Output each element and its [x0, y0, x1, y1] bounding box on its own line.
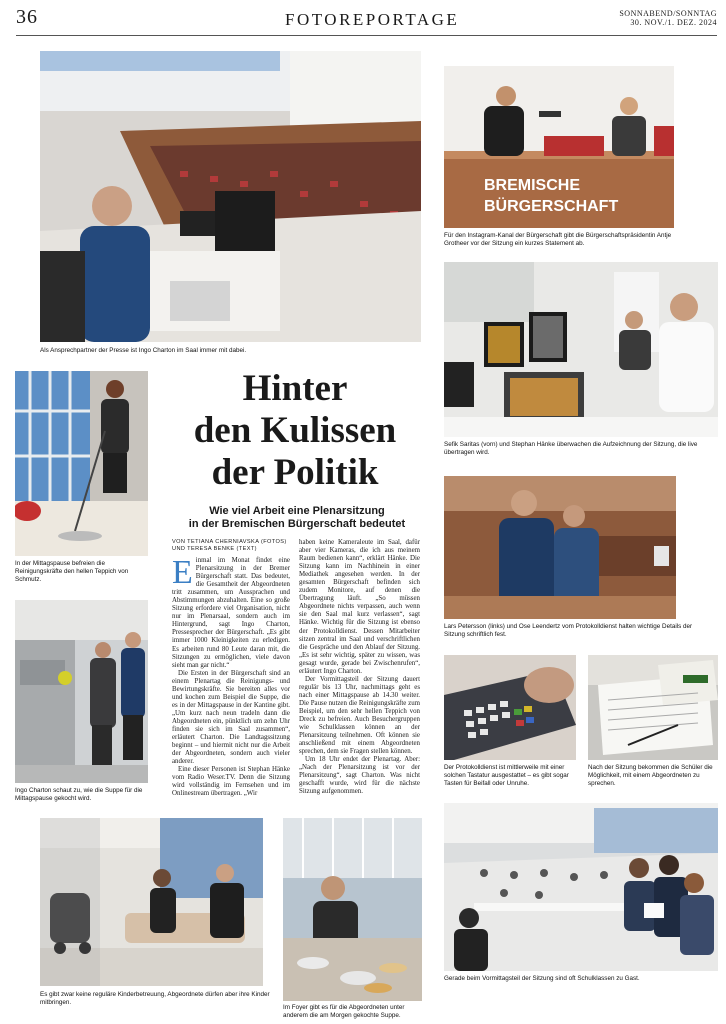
caption-instagram: Für den Instagram-Kanal der Bürgerschaft gibt die Bürgerschaftspräsidentin Antje Grotheer vor der Sitzung ein kurzes Statement ab. [444, 232, 672, 247]
sign-bremische: BREMISCHE [484, 177, 581, 194]
caption-kitchen: Ingo Charton schaut zu, wie die Suppe für die Mittagspause gekocht wird. [15, 787, 143, 802]
photo-school-class [444, 803, 718, 971]
photo-plenary-hall [40, 51, 421, 342]
photo-lobby-children [40, 818, 263, 986]
paragraph: haben keine Kameraleute im Saal, dafür aber vier Kameras, die ich aus meinem Raum bedienen kann“, erklärt Hänke. Die Sitzung kann im Nachhinein in einer Mediathek angesehen werden. In der gesamten Bürgerschaft befinden sich zudem Monitore, auf denen die Übertragung läuft. „So müssen Abgeordnete nichts verpassen, auch wenn sie den Saal mal kurz verlassen“, sagt Hänke. Wichtig für die Sitzung ist ebenso der Protokolldienst. Dessen Mitarbeiter sitzen zentral im Saal und verschriftlichen die Gespräche und den Ablauf der Sitzung. „Es ist sehr wichtig, später zu wissen, was gesagt wurde, gerade bei Zwischenrufen“, erläutert Ingo Charton. [299, 539, 420, 675]
paragraph: Die Ersten in der Bürgerschaft sind an einem Plenartag die Reinigungs- und Bewirtungskräfte. Sie bereiten alles vor und kochen zum Beispiel die Suppe, die es in der Mittagspause in der Kantine gibt. „Um kurz nach neun tradeln dann die Abgeordneten ein, pünktlich um zehn Uhr finden sie sich im Saal zusammen“, erläutert Charton. Die Landtagssitzung beginnt – und hiermit nicht nur die Arbeit der Abgeordneten, sondern auch vieler anderer. [172, 669, 290, 766]
photo-protocol-service [444, 476, 676, 619]
headline-line-1: Hinter [242, 368, 348, 409]
paragraph: Um 18 Uhr endet der Plenartag. Aber: „Nach der Plenarsitzung ist vor der Plenarsitzung“, sagt Charton. Was nicht geschafft wurde, wird für die nächste Sitzung aufgenommen. [299, 756, 420, 796]
sign-buergerschaft: BÜRGERSCHAFT [484, 198, 619, 215]
header-rule [16, 35, 717, 36]
issue-date-range: 30. NOV./1. DEZ. 2024 [630, 18, 717, 27]
paragraph: Eine dieser Personen ist Stephan Hänke vom Radio Weser.TV. Denn die Sitzung wird vollständig im Fernsehen und im Onlinestream übertragen. „Wir [172, 766, 290, 798]
subheadline-line-2: in der Bremischen Bürgerschaft bedeutet [188, 518, 406, 530]
caption-foyer: Im Foyer gibt es für die Abgeordneten unter anderem die am Morgen gekochte Suppe. [283, 1004, 405, 1019]
paragraph: Der Vormittagsteil der Sitzung dauert regulär bis 13 Uhr, nachmittags geht es nach einer Mittagspause ab 14.30 weiter. Die Pause nutzen die Reinigungskräfte zum Beispiel, um den sehr hellen Teppich von Dreck zu befreien. Auch Besuchergruppen wie Schulklassen können an der Plenarsitzung teilnehmen. Oft können sie anschließend mit einem Abgeordneten sprechen, dem sie Fragen stellen können. [299, 675, 420, 756]
byline-line-1: VON TETIANA CHERNIAVSKA (FOTOS) [172, 539, 287, 545]
photo-foyer-soup [283, 818, 422, 1001]
photo-control-room [444, 262, 718, 437]
issue-day: SONNABEND/SONNTAG [619, 9, 717, 18]
caption-students: Gerade beim Vormittagsteil der Sitzung sind oft Schulklassen zu Gast. [444, 975, 640, 982]
caption-lobby: Es gibt zwar keine reguläre Kinderbetreuung, Abgeordnete dürfen aber ihre Kinder mitbringen. [40, 991, 270, 1006]
photo-kitchen [15, 600, 148, 783]
photo-cleaner [15, 371, 148, 556]
headline-line-3: der Politik [211, 452, 379, 493]
photo-instagram-statement [444, 66, 674, 228]
photo-keyboard [444, 655, 576, 760]
photo-papers [588, 655, 718, 760]
article-headline [160, 368, 430, 494]
article-subheadline [172, 505, 422, 531]
article-column-1 [172, 554, 290, 815]
subheadline-line-1: Wie viel Arbeit eine Plenarsitzung [209, 505, 385, 517]
dropcap: E [172, 554, 193, 591]
issue-date [619, 9, 717, 27]
byline-line-2: UND TERESA BENKE (TEXT) [172, 546, 257, 552]
caption-control-room: Sefik Saritas (vorn) und Stephan Hänke überwachen die Aufzeichnung der Sitzung, die live übertragen wird. [444, 441, 698, 456]
paragraph: Einmal im Monat findet eine Plenarsitzung in der Bremer Bürgerschaft statt. Das bedeutet, die Gesamtheit der Abgeordneten tritt zusammen, um Aussprachen und Abstimmungen abzuhalten. Eine so große Sitzung erfordere viel Organisation, nicht nur im Plenarsaal, sondern auch im Hintergrund, sagt Ingo Charton, Pressesprecher der Bürgerschaft. „Es gibt immer 1000 Kleinigkeiten zu erledigen. Es arbeiten rund 80 Leute daran mit, die Sitzungen zu ermöglichen, viele davon sieht man gar nicht.“ [172, 554, 290, 669]
caption-protocol: Lars Petersson (links) und Ose Leendertz vom Protokolldienst halten wichtige Details der Sitzung schriftlich fest. [444, 623, 693, 638]
caption-main-photo: Als Ansprechpartner der Presse ist Ingo Charton im Saal immer mit dabei. [40, 347, 247, 354]
section-title: FOTOREPORTAGE [285, 10, 460, 29]
caption-keyboard: Der Protokolldienst ist mittlerweile mit einer solchen Tastatur ausgestattet – es gibt sogar Tasten für Beifall oder Unruhe. [444, 764, 569, 787]
caption-cleaner: In der Mittagspause befreien die Reinigungskräfte den hellen Teppich von Schmutz. [15, 560, 129, 583]
article-byline [172, 539, 290, 553]
headline-line-2: den Kulissen [193, 410, 397, 451]
page-number: 36 [16, 6, 38, 28]
caption-papers: Nach der Sitzung bekommen die Schüler die Möglichkeit, mit einem Abgeordneten zu sprechen. [588, 764, 713, 787]
article-column-2 [299, 539, 420, 815]
